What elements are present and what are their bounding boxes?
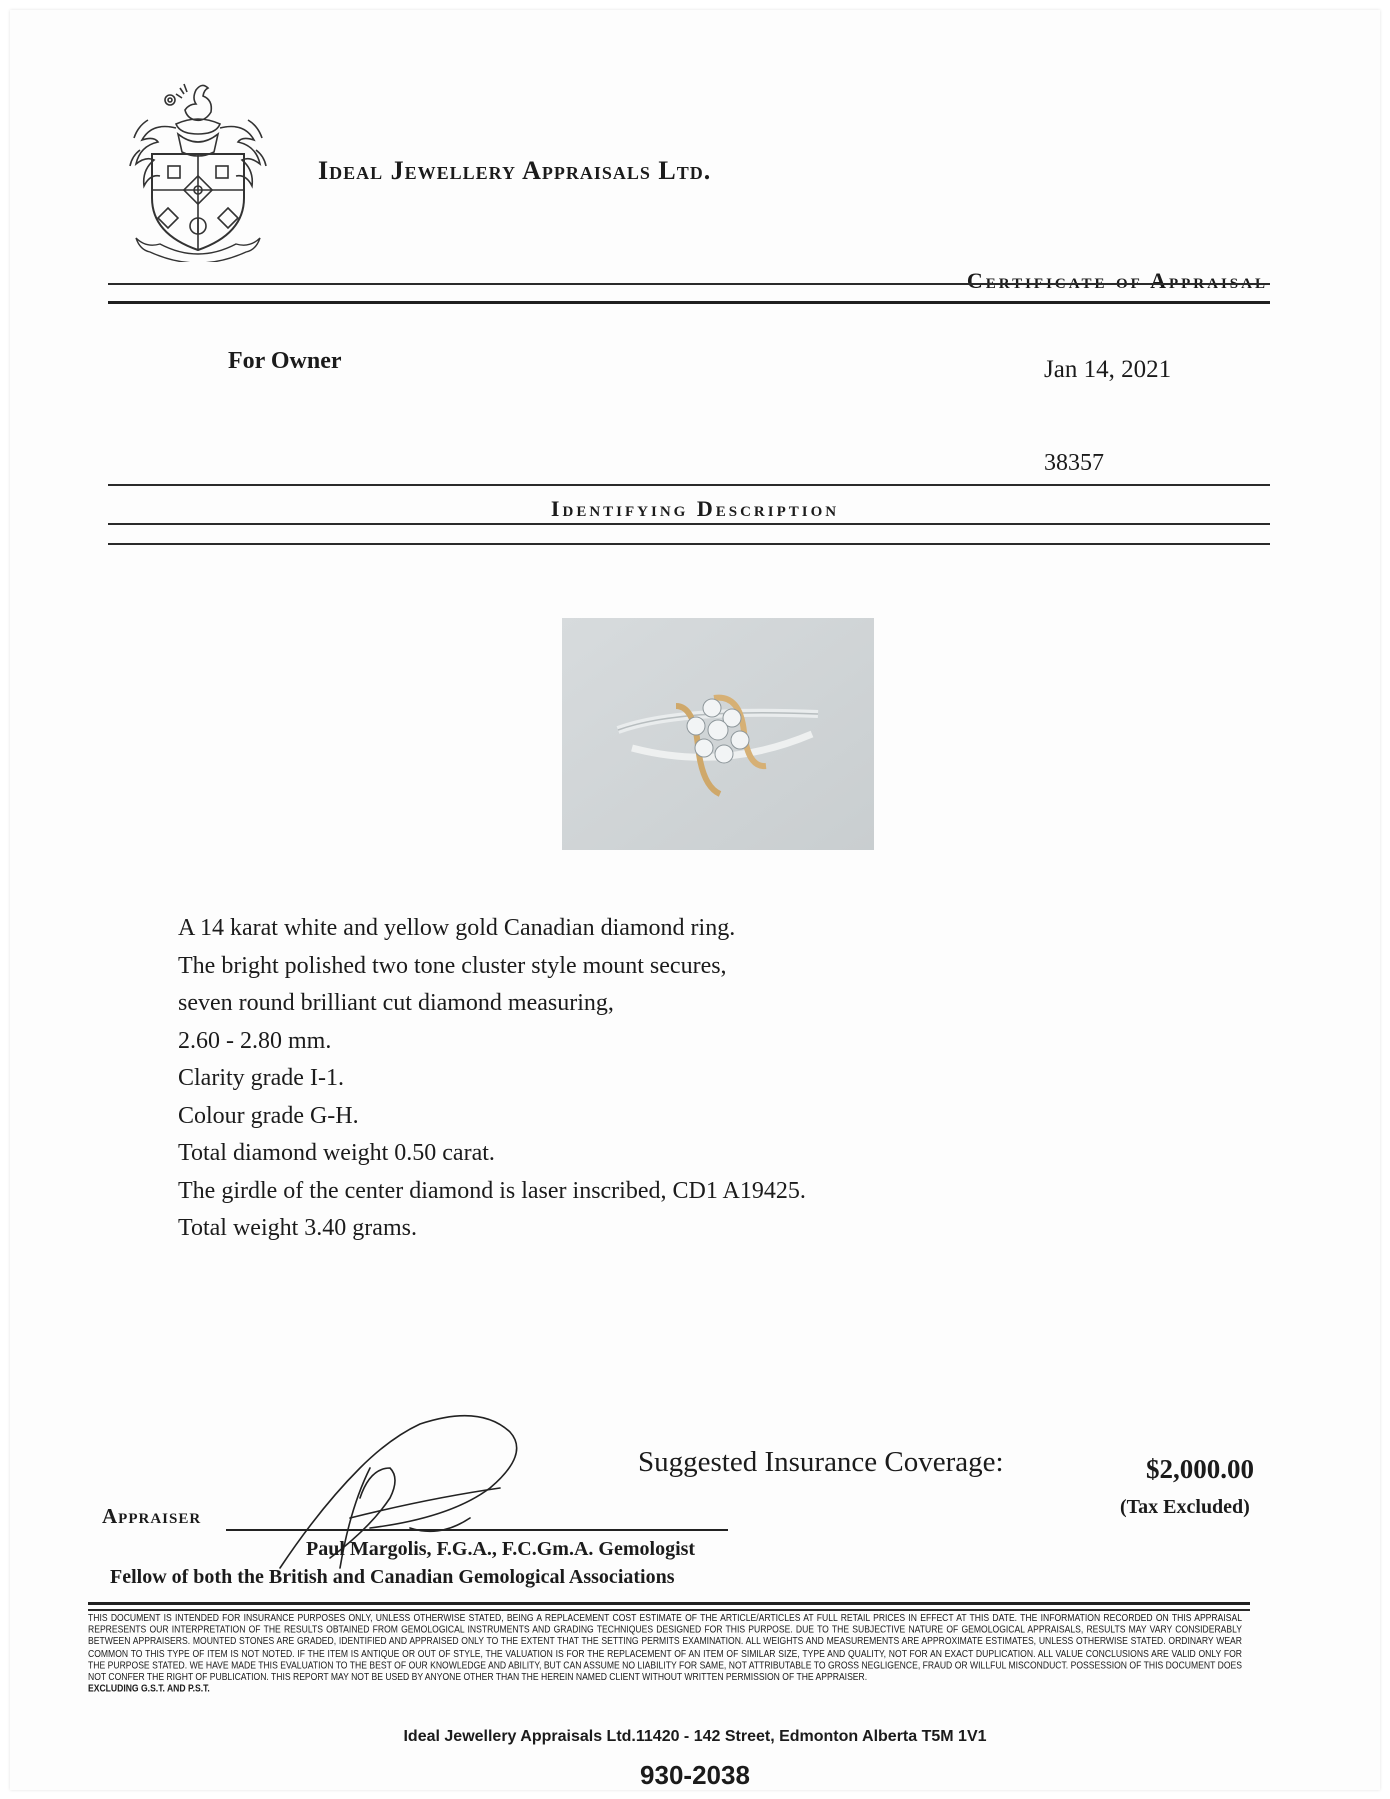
description-line: Total diamond weight 0.50 carat. — [178, 1140, 495, 1166]
description-line: A 14 karat white and yellow gold Canadian diamond ring. — [178, 915, 736, 941]
appraiser-label: Appraiser — [102, 1504, 202, 1528]
company-name: Ideal Jewellery Appraisals Ltd. — [318, 156, 712, 185]
description-line: The bright polished two tone cluster style mount secures, — [178, 952, 727, 979]
coat-of-arms-icon — [118, 80, 278, 262]
disclaimer-text: THIS DOCUMENT IS INTENDED FOR INSURANCE PURPOSES ONLY, UNLESS OTHERWISE STATED, BEING A REPLACEMENT COST ESTIMATE OF THE ARTICLE/ARTICLES AT FULL RETAIL PRICES IN EFFECT AT THIS DATE. THE INFORMATION RECORDED ON THIS APPRAISAL REPRESENTS OUR INTERPRETATION OF THE RESULTS OBTAINED FROM GEMOLOGICAL INSTRUMENTS AND GRADING TECHNIQUES DESIGNED FOR THIS PURPOSE. DUE TO THE SUBJECTIVE NATURE OF GEMOLOGICAL APPRAISALS, RESULTS MAY VARY CONSIDERABLY BETWEEN APPRAISERS. MOUNTED STONES ARE GRADED, IDENTIFIED AND APPRAISED ONLY TO THE EXTENT THAT THE SETTING PERMITS EXAMINATION. ALL WEIGHTS AND MEASUREMENTS ARE APPROXIMATE ESTIMATES, UNLESS OTHERWISE STATED. ORDINARY WEAR COMMON TO THIS TYPE OF ITEM IS NOT NOTED. IF THE ITEM IS ANTIQUE OR OUT OF STYLE, THE VALUATION IS FOR THE REPLACEMENT OF AN ITEM OF SIMILAR SIZE, TYPE AND QUALITY, NOT FOR AN EXACT DUPLICATION. ALL VALUE CONCLUSIONS ARE VALID ONLY FOR THE PURPOSE STATED. WE HAVE MADE THIS EVALUATION TO THE BEST OF OUR KNOWLEDGE AND ABILITY, BUT CAN ASSUME NO LIABILITY FOR SAME, NOT ATTRIBUTABLE TO GROSS NEGLIGENCE, FRAUD OR WILLFUL MISCONDUCT. POSSESSION OF THIS DOCUMENT DOES NOT CONFER THE RIGHT OF PUBLICATION. THIS REPORT MAY NOT BE USED BY ANYONE OTHER THAN THE HEREIN NAMED CLIENT WITHOUT WRITTEN PERMISSION OF THE APPRAISER. — [88, 1612, 1242, 1683]
tax-exclusion-line: EXCLUDING G.S.T. AND P.S.T. — [88, 1682, 210, 1694]
coverage-label: Suggested Insurance Coverage: — [638, 1446, 1004, 1478]
section-rule-top — [108, 484, 1270, 486]
owner-label: For Owner — [228, 348, 342, 374]
description-line: Total weight 3.40 grams. — [178, 1215, 417, 1241]
header-rule-top — [108, 283, 1270, 285]
description-line: The girdle of the center diamond is laser inscribed, CD1 A19425. — [178, 1177, 806, 1204]
header-rule-bottom — [108, 301, 1270, 304]
company-address: Ideal Jewellery Appraisals Ltd.11420 - 142 Street, Edmonton Alberta T5M 1V1 — [403, 1728, 987, 1745]
coverage-value: $2,000.00 — [1146, 1454, 1254, 1484]
appraiser-fellowship: Fellow of both the British and Canadian Gemological Associations — [110, 1566, 675, 1588]
ring-photo-icon — [562, 618, 874, 850]
description-line: seven round brilliant cut diamond measuring, — [178, 990, 614, 1016]
tax-note: (Tax Excluded) — [1120, 1496, 1250, 1518]
description-line: 2.60 - 2.80 mm. — [178, 1027, 332, 1054]
appraisal-certificate-page — [10, 10, 1380, 1790]
item-description — [178, 910, 806, 1248]
section-title: Identifying Description — [550, 496, 840, 521]
certificate-title: Certificate of Appraisal — [966, 268, 1268, 293]
description-line: Clarity grade I-1. — [178, 1065, 344, 1091]
section-rule-mid — [108, 523, 1270, 525]
company-phone: 930-2038 — [640, 1760, 750, 1790]
reference-number: 38357 — [1044, 450, 1104, 476]
footer-rule-top — [88, 1602, 1250, 1605]
appraiser-name: Paul Margolis, F.G.A., F.C.Gm.A. Gemologist — [306, 1538, 696, 1560]
legal-disclaimer — [88, 1612, 1242, 1694]
appraisal-date: Jan 14, 2021 — [1044, 356, 1172, 383]
description-line: Colour grade G-H. — [178, 1102, 359, 1129]
footer-rule-bottom — [88, 1609, 1250, 1611]
section-rule-bottom — [108, 543, 1270, 545]
